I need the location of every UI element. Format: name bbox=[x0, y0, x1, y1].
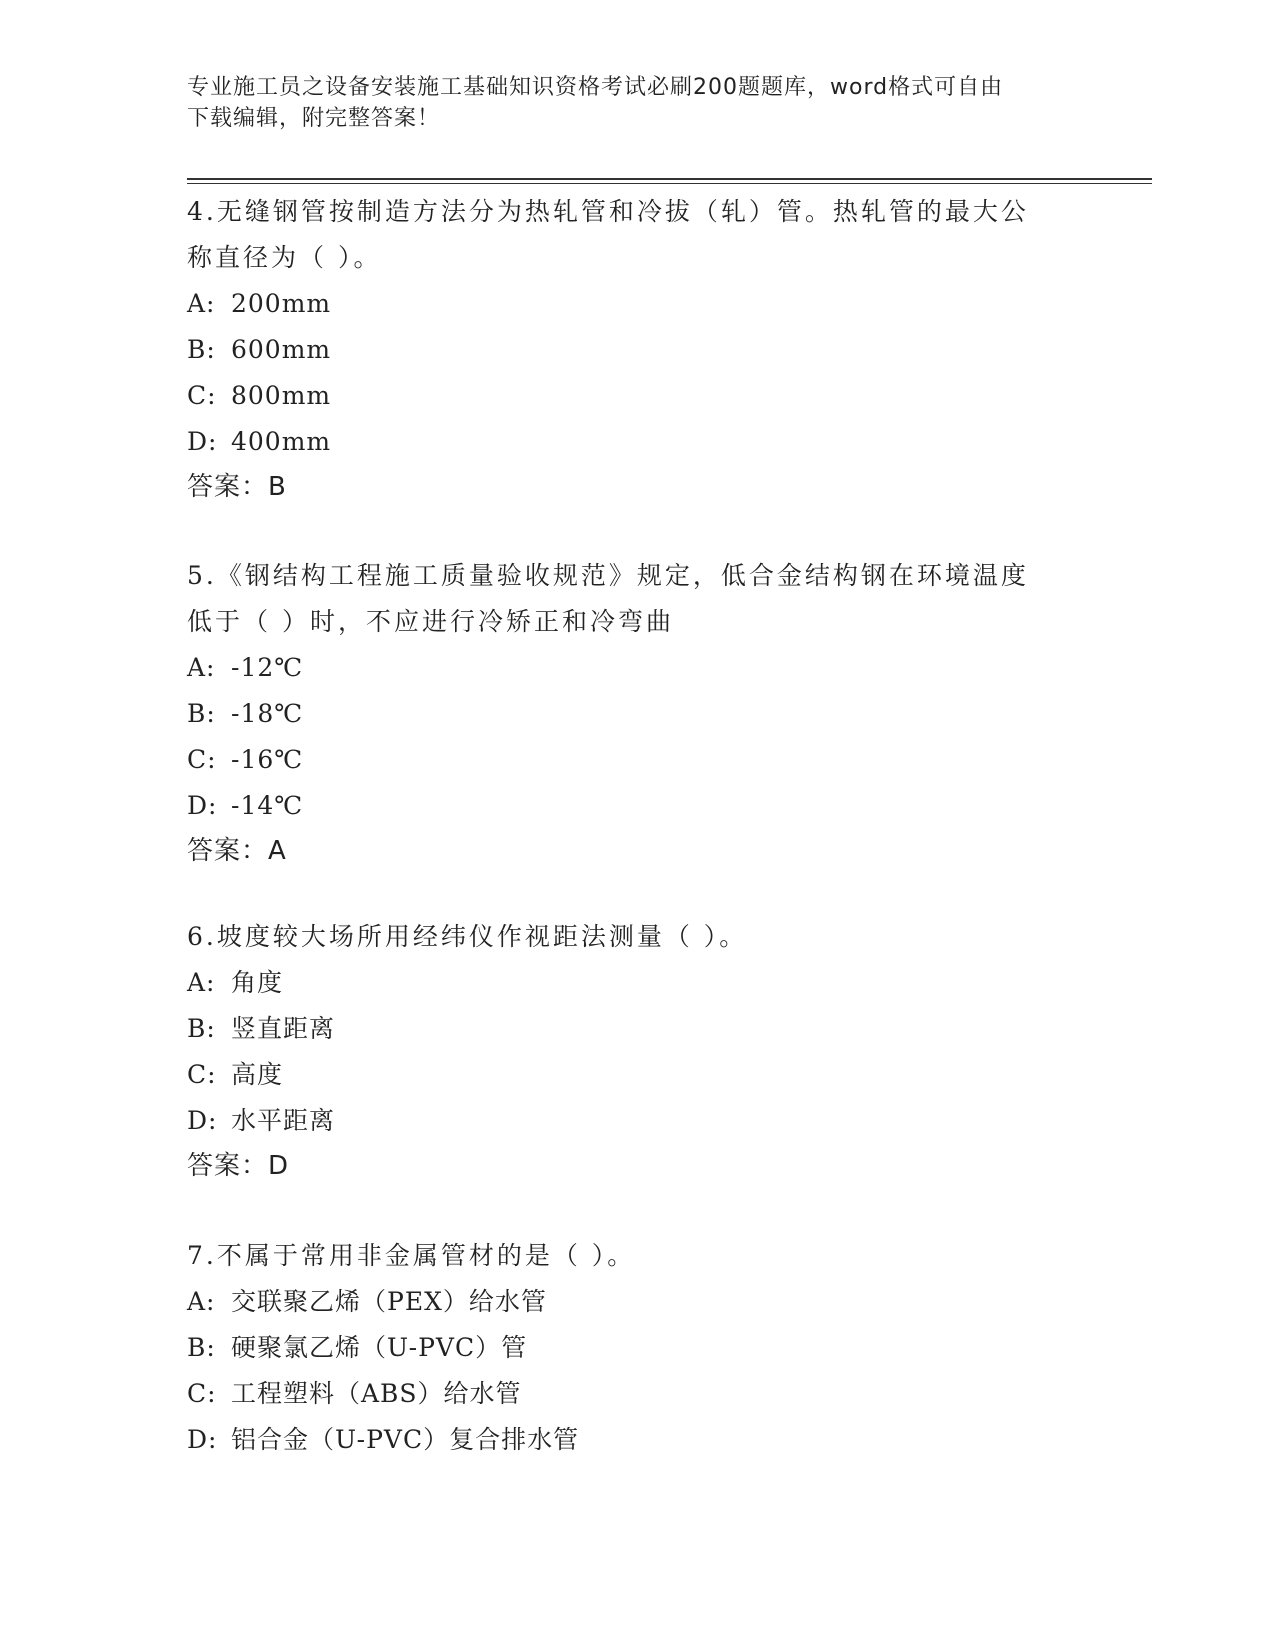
option-label: B: bbox=[187, 1014, 216, 1043]
option-c bbox=[187, 373, 1067, 419]
option-label: D: bbox=[187, 1425, 218, 1454]
option-label: C: bbox=[187, 1060, 217, 1089]
option-text: 铝合金（U-PVC）复合排水管 bbox=[231, 1425, 580, 1454]
question-7 bbox=[187, 1233, 1067, 1463]
question-text-line-1: 7.不属于常用非金属管材的是（ ）。 bbox=[187, 1241, 636, 1270]
option-label: C: bbox=[187, 381, 217, 410]
question-text-line-2: 低于（ ）时，不应进行冷矫正和冷弯曲 bbox=[187, 607, 674, 636]
question-6 bbox=[187, 914, 1067, 1188]
option-text: 角度 bbox=[231, 968, 284, 997]
option-a bbox=[187, 960, 1067, 1006]
option-d bbox=[187, 419, 1067, 465]
header-line-2: 下载编辑，附完整答案！ bbox=[187, 106, 441, 131]
option-label: A: bbox=[187, 289, 216, 318]
question-text-line-1: 4.无缝钢管按制造方法分为热轧管和冷拔（轧）管。热轧管的最大公 bbox=[187, 197, 1029, 226]
option-text: -12℃ bbox=[231, 653, 304, 682]
option-d bbox=[187, 1417, 1067, 1463]
question-text-line-1: 5.《钢结构工程施工质量验收规范》规定，低合金结构钢在环境温度 bbox=[187, 561, 1029, 590]
option-c bbox=[187, 737, 1067, 783]
option-text: 竖直距离 bbox=[231, 1014, 336, 1043]
option-label: D: bbox=[187, 427, 218, 456]
option-label: A: bbox=[187, 968, 216, 997]
option-label: B: bbox=[187, 335, 216, 364]
option-text: 600mm bbox=[231, 335, 332, 364]
header-divider-thin bbox=[187, 183, 1152, 184]
option-label: D: bbox=[187, 791, 218, 820]
option-text: -16℃ bbox=[231, 745, 304, 774]
option-text: 工程塑料（ABS）给水管 bbox=[231, 1379, 522, 1408]
question-text-line-1: 6.坡度较大场所用经纬仪作视距法测量（ ）。 bbox=[187, 922, 748, 951]
option-a bbox=[187, 1279, 1067, 1325]
option-text: 交联聚乙烯（PEX）给水管 bbox=[231, 1287, 547, 1316]
option-c bbox=[187, 1052, 1067, 1098]
option-b bbox=[187, 327, 1067, 373]
option-label: B: bbox=[187, 699, 216, 728]
answer: 答案：D bbox=[187, 1151, 290, 1181]
option-b bbox=[187, 1006, 1067, 1052]
option-text: 400mm bbox=[231, 427, 332, 456]
answer: 答案：B bbox=[187, 472, 287, 502]
option-text: 硬聚氯乙烯（U-PVC）管 bbox=[231, 1333, 528, 1362]
option-text: -14℃ bbox=[231, 791, 304, 820]
question-5 bbox=[187, 553, 1067, 873]
question-4 bbox=[187, 189, 1067, 509]
option-label: A: bbox=[187, 653, 216, 682]
option-label: B: bbox=[187, 1333, 216, 1362]
option-label: C: bbox=[187, 1379, 217, 1408]
option-a bbox=[187, 645, 1067, 691]
option-text: 200mm bbox=[231, 289, 332, 318]
option-text: 水平距离 bbox=[231, 1106, 336, 1135]
option-text: 800mm bbox=[231, 381, 332, 410]
answer: 答案：A bbox=[187, 836, 287, 866]
option-text: -18℃ bbox=[231, 699, 304, 728]
question-text-line-2: 称直径为（ ）。 bbox=[187, 243, 382, 272]
option-b bbox=[187, 1325, 1067, 1371]
document-header bbox=[187, 72, 1067, 134]
header-divider-thick bbox=[187, 178, 1152, 180]
option-b bbox=[187, 691, 1067, 737]
option-d bbox=[187, 783, 1067, 829]
option-label: A: bbox=[187, 1287, 216, 1316]
header-line-1: 专业施工员之设备安装施工基础知识资格考试必刷200题题库，word格式可自由 bbox=[187, 75, 1004, 100]
option-a bbox=[187, 281, 1067, 327]
option-c bbox=[187, 1371, 1067, 1417]
option-text: 高度 bbox=[231, 1060, 284, 1089]
option-label: C: bbox=[187, 745, 217, 774]
option-d bbox=[187, 1098, 1067, 1144]
option-label: D: bbox=[187, 1106, 218, 1135]
